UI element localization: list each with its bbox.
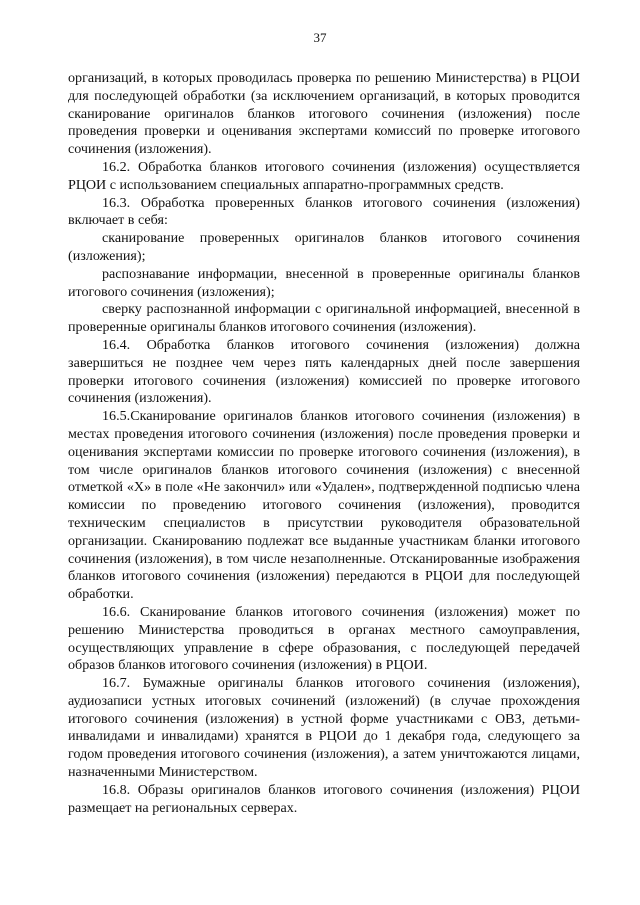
list-item-scanning: сканирование проверенных оригиналов бланков итогового сочинения (изложения); [68,230,580,264]
list-item-recognition: распознавание информации, внесенной в проверенные оригиналы бланков итогового сочинения (изложения); [68,265,580,300]
paragraph-16-7: 16.7. Бумажные оригиналы бланков итогового сочинения (изложения), аудиозаписи устных итоговых сочинений (изложений) (в случае прохождения итогового сочинения (изложения) в устной форме участниками с ОВЗ, детьми-инвалидами и инвалидами) хранятся в РЦОИ до 1 декабря года, следующего за годом проведения итогового сочинения (изложения), а затем уничтожаются лицами, назначенными Министерством. [68,675,580,781]
list-item-verification: сверку распознанной информации с оригинальной информацией, внесенной в проверенные оригиналы бланков итогового сочинения (изложения). [68,301,580,336]
paragraph-continuation: организаций, в которых проводилась проверка по решению Министерства) в РЦОИ для последующей обработки (за исключением организаций, в которых проводится сканирование оригиналов бланков итогового сочинения (изложения) после проведения проверки и оценивания экспертами комиссий по проверке итогового сочинения (изложения). [68,70,580,158]
paragraph-16-5: 16.5.Сканирование оригиналов бланков итогового сочинения (изложения) в местах проведения итогового сочинения (изложения) после проведения проверки и оценивания экспертами комиссии по проверке итогового сочинения (изложения), в том числе оригиналов бланков итогового сочинения (изложения) с внесенной отметкой «X» в поле «Не закончил» или «Удален», подтвержденной подписью члена комиссии по проведению итогового сочинения (изложения), проводится техническим специалистов в присутствии руководителя образовательной организации. Сканированию подлежат все выданные участникам бланки итогового сочинения (изложения), в том числе незаполненные. Отсканированные изображения бланков итогового сочинения (изложения) передаются в РЦОИ для последующей обработки. [68,408,580,603]
document-body [68,70,580,817]
paragraph-16-8: 16.8. Образы оригиналов бланков итогового сочинения (изложения) РЦОИ размещает на региональных серверах. [68,781,580,816]
paragraph-16-4: 16.4. Обработка бланков итогового сочинения (изложения) должна завершиться не позднее чем через пять календарных дней после завершения проверки итогового сочинения (изложения) комиссией по проверке итогового сочинения (изложения). [68,336,580,407]
page-number: 37 [313,30,327,45]
paragraph-16-3: 16.3. Обработка проверенных бланков итогового сочинения (изложения) включает в себя: [68,194,580,229]
paragraph-16-2: 16.2. Обработка бланков итогового сочинения (изложения) осуществляется РЦОИ с использованием специальных аппаратно-программных средств. [68,158,580,193]
paragraph-16-6: 16.6. Сканирование бланков итогового сочинения (изложения) может по решению Министерства проводиться в органах местного самоуправления, осуществляющих управление в сфере образования, с последующей передачей образов бланков итогового сочинения (изложения) в РЦОИ. [68,603,580,674]
